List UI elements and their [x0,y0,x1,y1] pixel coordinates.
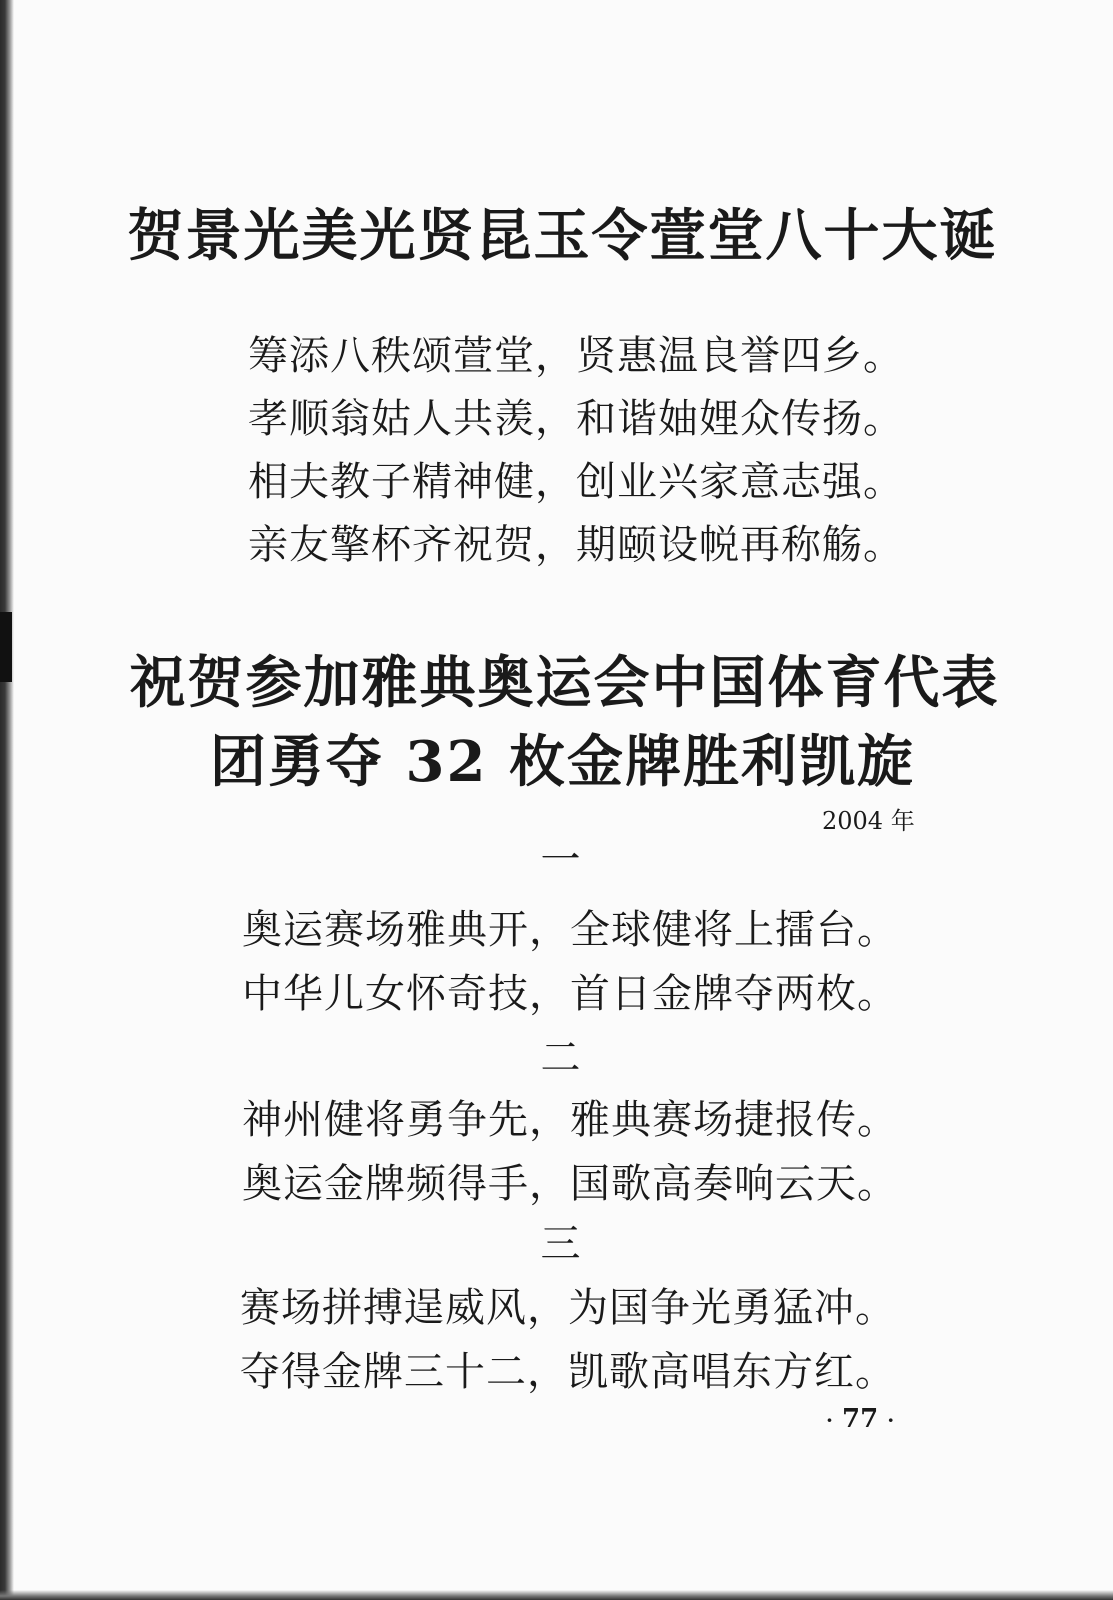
poem-title-olympics-line2: 团勇夺 32 枚金牌胜利凯旋 [210,729,915,795]
page-number-value: 77 [842,1404,879,1434]
page-number [826,1404,894,1435]
section-number: 一 [540,837,581,883]
poem-line: 中华儿女怀奇技，首日金牌夺两枚。 [242,971,898,1017]
poem-section-1-body [242,898,898,1026]
section-number: 二 [540,1035,581,1081]
poem-line: 神州健将勇争先，雅典赛场捷报传。 [242,1097,898,1143]
section-number: 三 [540,1221,581,1267]
poem-title-olympics-line1: 祝贺参加雅典奥运会中国体育代表 [129,650,1000,716]
poem-line: 孝顺翁姑人共羡，和谐妯娌众传扬。 [248,396,904,442]
poem-title-birthday: 贺景光美光贤昆玉令萱堂八十大诞 [127,203,998,269]
poem-birthday-body [248,325,904,577]
poem-line: 奥运金牌频得手，国歌高奏响云天。 [242,1161,898,1207]
poem-line: 赛场拼搏逞威风，为国争光勇猛冲。 [240,1285,896,1331]
page-number-dot-right: · [887,1408,895,1432]
poem-section-2-body [242,1088,898,1216]
poem-line: 夺得金牌三十二，凯歌高唱东方红。 [240,1349,896,1395]
poem-line: 筹添八秩颂萱堂，贤惠温良誉四乡。 [248,333,904,379]
poem-section-3-body [240,1276,896,1404]
poem-line: 亲友擎杯齐祝贺，期颐设帨再称觞。 [248,522,904,568]
poem-line: 相夫教子精神健，创业兴家意志强。 [248,459,904,505]
page-number-dot-left: · [826,1408,833,1432]
scan-edge-bottom [0,1590,1113,1600]
poem-date: 2004 年 [822,807,915,835]
poem-line: 奥运赛场雅典开，全球健将上擂台。 [242,907,898,953]
